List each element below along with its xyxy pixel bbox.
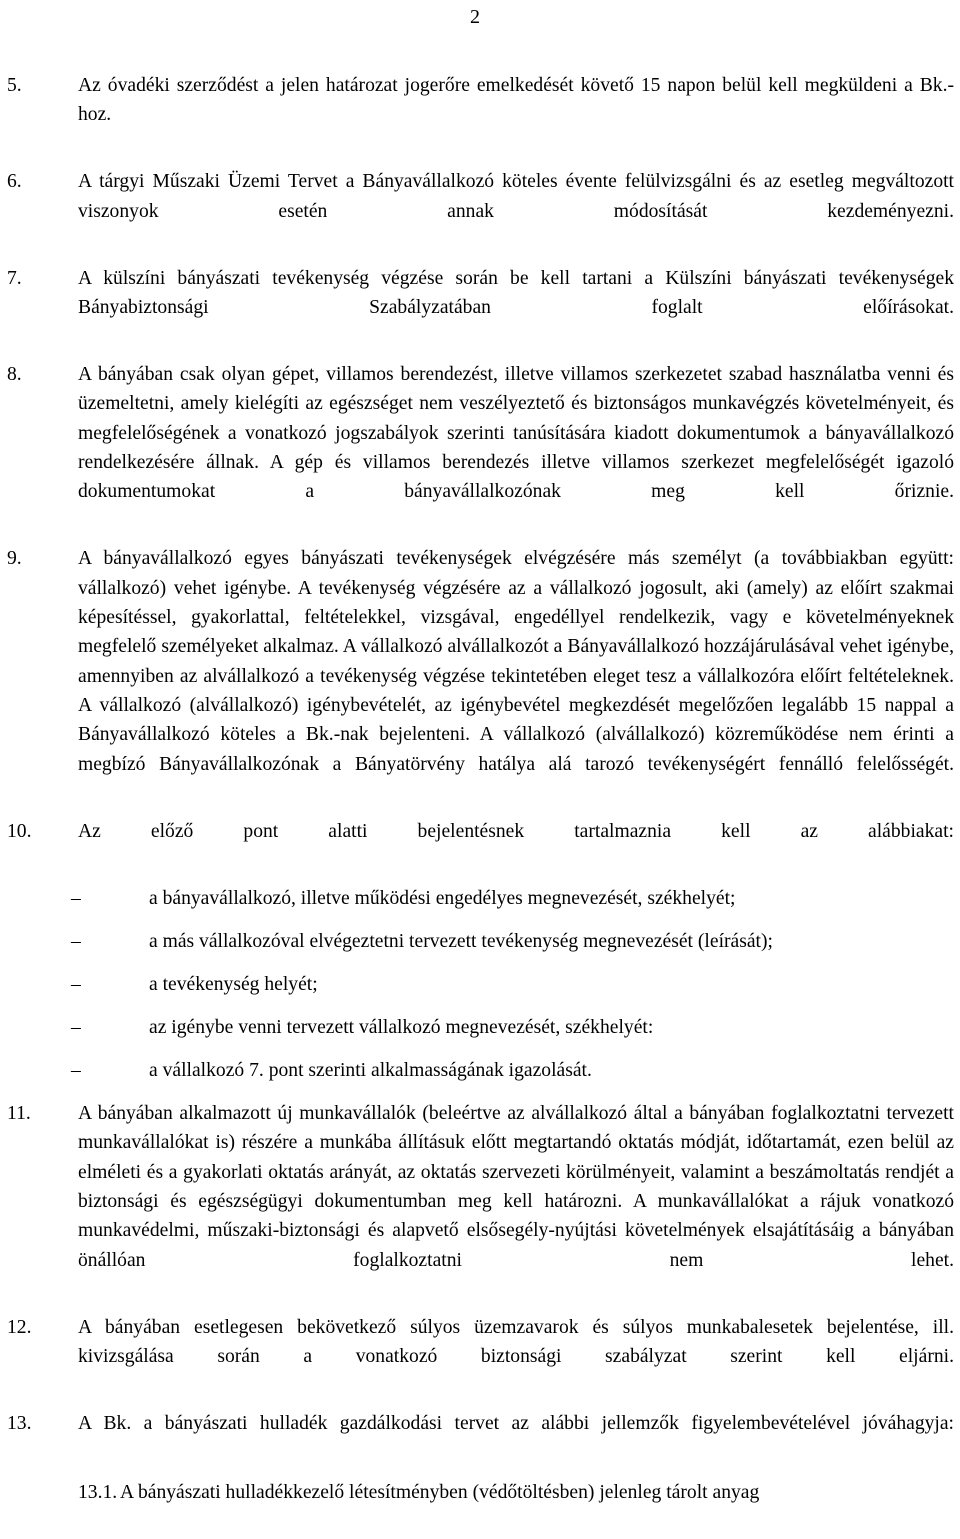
bullet-item (7, 884, 954, 913)
item-number: 10. (7, 820, 32, 842)
bullet-item (7, 1013, 954, 1042)
dash-marker: – (71, 887, 81, 909)
item-number: 13. (7, 1413, 32, 1435)
item-number: 7. (7, 267, 22, 289)
list-item (7, 817, 954, 876)
bullet-text: a tevékenység helyét; (149, 973, 318, 995)
bullet-item (7, 970, 954, 999)
list-item (7, 1099, 954, 1304)
item-text: A külszíni bányászati tevékenység végzése során be kell tartani a Külszíni bányászati tevékenységek Bányabiztonsági Szabályzatában foglalt előírásokat. (78, 267, 954, 319)
item-number: 11. (7, 1103, 31, 1125)
list-item (7, 544, 954, 808)
item-number: 12. (7, 1316, 32, 1338)
item-text: A bányában esetlegesen bekövetkező súlyos üzemzavarok és súlyos munkabalesetek bejelentése, ill. kivizsgálása során a vonatkozó biztonsági szabályzat szerint kell eljárni. (78, 1316, 954, 1368)
dash-marker: – (71, 973, 81, 995)
item-number: 9. (7, 548, 22, 570)
page-number: 2 (470, 6, 480, 28)
item-number: 8. (7, 364, 22, 386)
bullet-text: a bányavállalkozó, illetve működési engedélyes megnevezését, székhelyét; (149, 887, 736, 909)
dash-marker: – (71, 1017, 81, 1038)
item-text: Az óvadéki szerződést a jelen határozat jogerőre emelkedését követő 15 napon belül kell megküldeni a Bk.-hoz. (78, 75, 954, 126)
bullet-text: a vállalkozó 7. pont szerinti alkalmasságának igazolását. (149, 1060, 592, 1082)
item-text: A bányában csak olyan gépet, villamos berendezést, illetve villamos szerkezetet szabad használatba venni és üzemeltetni, amely kielégíti az egészséget nem veszélyeztető és biztonságos munkavégzés követelményeit, és megfelelőségének a vonatkozó jogszabályok szerinti tanúsítására kiadott dokumentumok a bányavállalkozó rendelkezésére állnak. A gép és villamos berendezés illetve villamos szerkezet megfelelőségét igazoló dokumentumokat a bányavállalkozónak meg kell őriznie. (78, 364, 954, 503)
bullet-text: az igénybe venni tervezett vállalkozó megnevezését, székhelyét: (149, 1017, 654, 1038)
item-text: A tárgyi Műszaki Üzemi Tervet a Bányavállalkozó köteles évente felülvizsgálni és az esetleg megváltozott viszonyok esetén annak módosítását kezdeményezni. (78, 171, 954, 222)
dash-marker: – (71, 930, 81, 952)
item-text: A bányában alkalmazott új munkavállalók (beleértve az alvállalkozó által a bányában foglalkoztatni tervezett munkavállalókat is) részére a munkába állításuk előtt megtartandó oktatás módját, időtartamát, ezen belül az elméleti és a gyakorlati oktatás arányát, az oktatás szervezeti körülményeit, valamint a beszámoltatás rendjét a biztonsági és egészségügyi dokumentumban meg kell határozni. A munkavállalókat a rájuk vonatkozó munkavédelmi, műszaki-biztonsági és alapvető elsősegély-nyújtási követelmények elsajátításáig a bányában önállóan foglalkoztatni nem lehet. (78, 1103, 954, 1271)
list-item (7, 360, 954, 536)
list-item (7, 167, 954, 255)
requirements-list (7, 884, 954, 1086)
item-text: A bányavállalkozó egyes bányászati tevékenységek elvégzésére más személyt (a továbbiakban együtt: vállalkozó) vehet igénybe. A tevékenység végzésére az a vállalkozó jogosult, aki (amely) az előírt szakmai képesítéssel, gyakorlattal, feltételekkel, vizsgával, engedéllyel rendelkezik, vagy e követelményeknek megfelelő személyeket alkalmaz. A vállalkozó alvállalkozót a Bányavállalkozó hozzájárulásával vehet igénybe, amennyiben az alvállalkozó a tevékenység végzése tekintetében eleget tesz a vállalkozóra előírt feltételeknek. A vállalkozó (alvállalkozó) igénybevételét, az igénybevétel megkezdését megelőzően legalább 15 nappal a Bányavállalkozó köteles a Bk.-nak bejelenteni. A vállalkozó (alvállalkozó) közreműködése nem érinti a megbízó Bányavállalkozónak a Bányatörvény hatálya alá tarozó tevékenységért fennálló felelősségét. (78, 548, 954, 775)
dash-marker: – (71, 1060, 81, 1082)
list-item (7, 1313, 954, 1401)
sub-item (7, 1478, 954, 1507)
document-body (7, 71, 954, 1507)
item-number: 6. (7, 171, 22, 193)
list-item (7, 264, 954, 352)
item-text: Az előző pont alatti bejelentésnek tartalmaznia kell az alábbiakat: (78, 820, 954, 842)
bullet-item (7, 927, 954, 956)
bullet-item (7, 1056, 954, 1085)
list-item (7, 71, 954, 159)
sub-item-number: 13.1. (78, 1481, 118, 1503)
item-text: A Bk. a bányászati hulladék gazdálkodási tervet az alábbi jellemzők figyelembevételével jóváhagyja: (78, 1413, 954, 1435)
item-number: 5. (7, 75, 22, 96)
sub-item-text: A bányászati hulladékkezelő létesítményben (védőtöltésben) jelenleg tárolt anyag (120, 1481, 760, 1503)
bullet-text: a más vállalkozóval elvégeztetni tervezett tevékenység megnevezését (leírását); (149, 930, 773, 952)
list-item (7, 1409, 954, 1468)
